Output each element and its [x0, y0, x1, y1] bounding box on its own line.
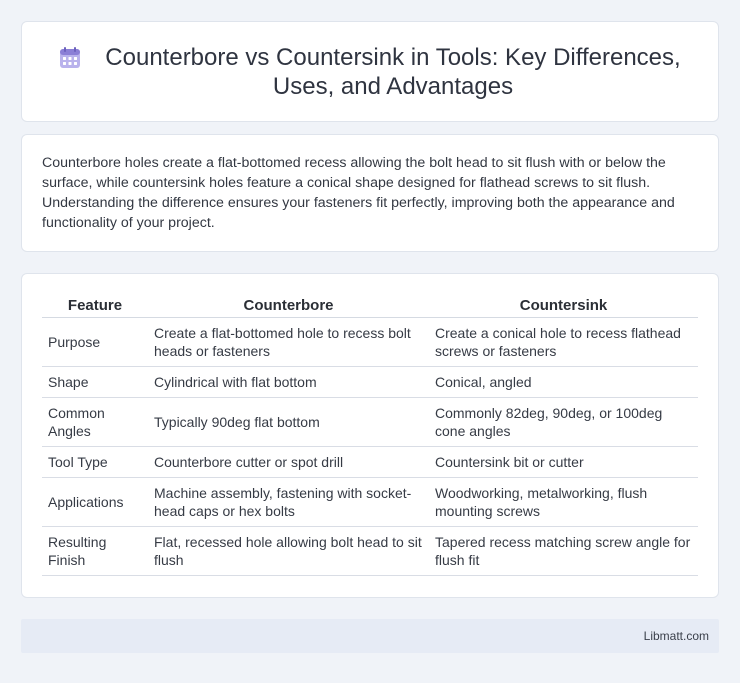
- table-row: [42, 447, 698, 478]
- feature-cell: Common Angles: [42, 398, 148, 447]
- countersink-cell: Countersink bit or cutter: [429, 447, 698, 478]
- table-row: [42, 367, 698, 398]
- page-title: Counterbore vs Countersink in Tools: Key Differences, Uses, and Advantages: [105, 43, 681, 100]
- table-row: [42, 478, 698, 527]
- counterbore-cell: Machine assembly, fastening with socket-head caps or hex bolts: [148, 478, 429, 527]
- intro-paragraph: Counterbore holes create a flat-bottomed recess allowing the bolt head to sit flush with or below the surface, while countersink holes feature a conical shape designed for flathead screws to sit flush. Understanding the difference ensures your fasteners fit perfectly, improving both the appearance and functionality of your project.: [42, 155, 675, 231]
- feature-cell: Tool Type: [42, 447, 148, 478]
- feature-cell: Resulting Finish: [42, 527, 148, 576]
- countersink-cell: Create a conical hole to recess flathead screws or fasteners: [429, 318, 698, 367]
- counterbore-cell: Flat, recessed hole allowing bolt head to sit flush: [148, 527, 429, 576]
- comparison-card: [21, 273, 719, 598]
- title-card: [21, 21, 719, 122]
- feature-cell: Shape: [42, 367, 148, 398]
- countersink-cell: Commonly 82deg, 90deg, or 100deg cone angles: [429, 398, 698, 447]
- counterbore-cell: Cylindrical with flat bottom: [148, 367, 429, 398]
- table-header-row: [42, 296, 698, 318]
- table-row: [42, 318, 698, 367]
- counterbore-cell: Typically 90deg flat bottom: [148, 398, 429, 447]
- countersink-cell: Tapered recess matching screw angle for flush fit: [429, 527, 698, 576]
- intro-card: [21, 134, 719, 252]
- header-feature: Feature: [42, 296, 148, 318]
- feature-cell: Purpose: [42, 318, 148, 367]
- countersink-cell: Woodworking, metalworking, flush mounting screws: [429, 478, 698, 527]
- footer: [21, 619, 719, 653]
- comparison-table: [42, 296, 698, 576]
- title-wrap: [27, 43, 713, 101]
- header-counterbore: Counterbore: [148, 296, 429, 318]
- table-row: [42, 398, 698, 447]
- counterbore-cell: Create a flat-bottomed hole to recess bolt heads or fasteners: [148, 318, 429, 367]
- counterbore-cell: Counterbore cutter or spot drill: [148, 447, 429, 478]
- header-countersink: Countersink: [429, 296, 698, 318]
- feature-cell: Applications: [42, 478, 148, 527]
- table-row: [42, 527, 698, 576]
- countersink-cell: Conical, angled: [429, 367, 698, 398]
- footer-site-link[interactable]: Libmatt.com: [643, 629, 709, 643]
- calendar-icon: [57, 45, 83, 71]
